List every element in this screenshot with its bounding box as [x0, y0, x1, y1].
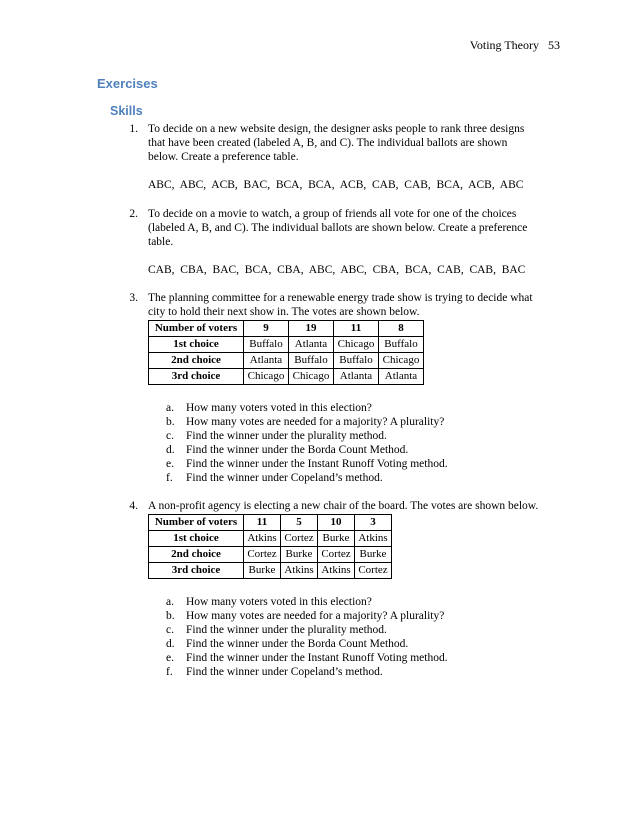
subquestion-letter: e.	[166, 652, 174, 664]
subquestion-letter: a.	[166, 402, 174, 414]
table-cell: Buffalo	[334, 353, 379, 369]
question-text-line: (labeled A, B, and C). The individual ballots are shown below. Create a preference	[148, 222, 528, 234]
table-cell: Cortez	[281, 531, 318, 547]
subquestion	[166, 402, 372, 414]
question-text-line: To decide on a movie to watch, a group of friends all vote for one of the choices	[148, 208, 517, 220]
table-cell: Atlanta	[379, 369, 424, 385]
table-cell: Burke	[281, 547, 318, 563]
ballot-list: ABC, ABC, ACB, BAC, BCA, BCA, ACB, CAB, CAB, BCA, ACB, ABC	[148, 179, 524, 191]
subquestion-text: Find the winner under the plurality method.	[186, 624, 387, 636]
table-cell: Atkins	[355, 531, 392, 547]
table-row	[149, 547, 392, 563]
subquestion	[166, 652, 448, 664]
preference-table	[148, 320, 424, 385]
subquestion	[166, 430, 387, 442]
subquestion-text: How many votes are needed for a majority? A plurality?	[186, 610, 445, 622]
subquestion-letter: e.	[166, 458, 174, 470]
table-header-cell: 11	[334, 321, 379, 337]
subquestion-text: How many voters voted in this election?	[186, 596, 372, 608]
subquestion-text: Find the winner under the Borda Count Method.	[186, 638, 409, 650]
row-label: 1st choice	[149, 337, 244, 353]
table-cell: Chicago	[289, 369, 334, 385]
subquestion	[166, 596, 372, 608]
ballot-list: CAB, CBA, BAC, BCA, CBA, ABC, ABC, CBA, BCA, CAB, CAB, BAC	[148, 264, 526, 276]
table-header-row	[149, 321, 424, 337]
table-row	[149, 531, 392, 547]
subquestion-text: Find the winner under Copeland’s method.	[186, 472, 383, 484]
table-header-cell: 11	[244, 515, 281, 531]
running-header: Voting Theory 53	[469, 38, 560, 52]
subquestion-text: Find the winner under Copeland’s method.	[186, 666, 383, 678]
subquestion	[166, 638, 408, 650]
subquestion-letter: b.	[166, 610, 175, 622]
table-cell: Atkins	[318, 563, 355, 579]
row-label: 1st choice	[149, 531, 244, 547]
row-label: 3rd choice	[149, 563, 244, 579]
table-header-cell: Number of voters	[149, 515, 244, 531]
table-cell: Atlanta	[244, 353, 289, 369]
table-header-row	[149, 515, 392, 531]
subquestion-text: Find the winner under the plurality method.	[186, 430, 387, 442]
table-cell: Cortez	[244, 547, 281, 563]
table-cell: Burke	[318, 531, 355, 547]
table-row	[149, 353, 424, 369]
question-text-line: table.	[148, 236, 174, 248]
subquestion	[166, 458, 448, 470]
table-cell: Atkins	[244, 531, 281, 547]
subquestion-letter: c.	[166, 430, 174, 442]
row-label: 2nd choice	[149, 353, 244, 369]
table-row	[149, 369, 424, 385]
question-text-line: below. Create a preference table.	[148, 151, 299, 163]
question-text-line: city to hold their next show in. The votes are shown below.	[148, 306, 420, 318]
section-heading: Exercises	[97, 76, 158, 91]
subsection-heading: Skills	[110, 104, 143, 118]
table-cell: Chicago	[334, 337, 379, 353]
table-cell: Buffalo	[379, 337, 424, 353]
table-cell: Burke	[244, 563, 281, 579]
subquestion-text: How many votes are needed for a majority? A plurality?	[186, 416, 445, 428]
table-cell: Cortez	[355, 563, 392, 579]
table-header-cell: 10	[318, 515, 355, 531]
question-text-line: The planning committee for a renewable energy trade show is trying to decide what	[148, 292, 533, 304]
table-cell: Atlanta	[289, 337, 334, 353]
table-cell: Burke	[355, 547, 392, 563]
table-header-cell: 9	[244, 321, 289, 337]
subquestion-text: Find the winner under the Instant Runoff Voting method.	[186, 458, 448, 470]
subquestion-letter: f.	[166, 666, 173, 678]
table-cell: Atkins	[281, 563, 318, 579]
row-label: 3rd choice	[149, 369, 244, 385]
question-text-line: that have been created (labeled A, B, and C). The individual ballots are shown	[148, 137, 508, 149]
table-header-cell: 3	[355, 515, 392, 531]
subquestion	[166, 472, 383, 484]
subquestion	[166, 444, 408, 456]
question-text-line: A non-profit agency is electing a new chair of the board. The votes are shown below.	[148, 500, 539, 512]
subquestion	[166, 416, 444, 428]
subquestion	[166, 666, 383, 678]
subquestion	[166, 610, 444, 622]
question-text-line: To decide on a new website design, the designer asks people to rank three designs	[148, 123, 525, 135]
table-cell: Buffalo	[244, 337, 289, 353]
table-cell: Atlanta	[334, 369, 379, 385]
subquestion-letter: f.	[166, 472, 173, 484]
table-cell: Buffalo	[289, 353, 334, 369]
question-number: 3.	[129, 292, 138, 304]
question-number: 2.	[129, 208, 138, 220]
preference-table	[148, 514, 392, 579]
question-number: 1.	[129, 123, 138, 135]
subquestion-letter: d.	[166, 444, 175, 456]
table-header-cell: 8	[379, 321, 424, 337]
table-cell: Chicago	[244, 369, 289, 385]
subquestion	[166, 624, 387, 636]
subquestion-letter: c.	[166, 624, 174, 636]
subquestion-letter: a.	[166, 596, 174, 608]
table-cell: Cortez	[318, 547, 355, 563]
subquestion-letter: b.	[166, 416, 175, 428]
table-row	[149, 563, 392, 579]
subquestion-letter: d.	[166, 638, 175, 650]
table-row	[149, 337, 424, 353]
table-cell: Chicago	[379, 353, 424, 369]
row-label: 2nd choice	[149, 547, 244, 563]
subquestion-text: How many voters voted in this election?	[186, 402, 372, 414]
table-header-cell: 5	[281, 515, 318, 531]
subquestion-text: Find the winner under the Borda Count Method.	[186, 444, 409, 456]
table-header-cell: Number of voters	[149, 321, 244, 337]
question-number: 4.	[129, 500, 138, 512]
subquestion-text: Find the winner under the Instant Runoff Voting method.	[186, 652, 448, 664]
table-header-cell: 19	[289, 321, 334, 337]
